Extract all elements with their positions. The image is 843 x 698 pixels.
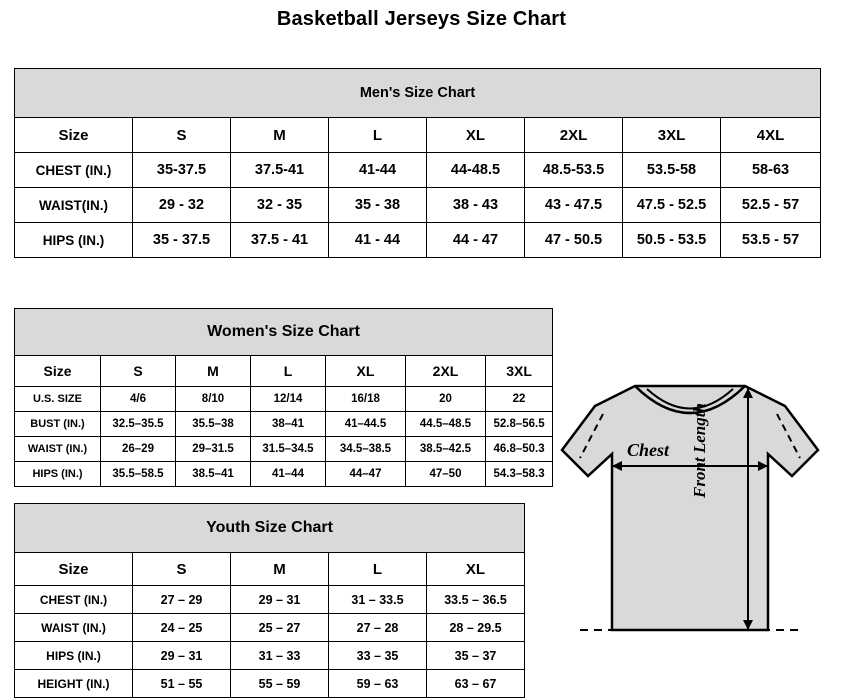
womens-row-label-0: U.S. SIZE: [15, 387, 101, 412]
table-row: [15, 412, 553, 437]
youth-row-label-1: WAIST (IN.): [15, 614, 133, 642]
youth-cell-2-2: 33 – 35: [329, 642, 427, 670]
womens-cell-3-0: 35.5–58.5: [101, 462, 176, 487]
mens-row-label-1: WAIST(IN.): [15, 188, 133, 223]
youth-col-header-2: M: [231, 553, 329, 586]
table-row: [15, 223, 821, 258]
womens-row-label-2: WAIST (IN.): [15, 437, 101, 462]
youth-cell-3-1: 55 – 59: [231, 670, 329, 698]
youth-cell-3-2: 59 – 63: [329, 670, 427, 698]
mens-chart-title-row: [15, 69, 821, 118]
womens-cell-3-4: 47–50: [406, 462, 486, 487]
youth-cell-0-3: 33.5 – 36.5: [427, 586, 525, 614]
mens-col-header-5: 2XL: [525, 118, 623, 153]
table-row: [15, 153, 821, 188]
table-row: [15, 670, 525, 698]
mens-cell-0-1: 37.5-41: [231, 153, 329, 188]
womens-cell-0-0: 4/6: [101, 387, 176, 412]
youth-row-label-0: CHEST (IN.): [15, 586, 133, 614]
mens-cell-2-6: 53.5 - 57: [721, 223, 821, 258]
youth-size-chart-table: [14, 503, 525, 698]
womens-cell-2-4: 38.5–42.5: [406, 437, 486, 462]
mens-cell-0-6: 58-63: [721, 153, 821, 188]
mens-col-header-3: L: [329, 118, 427, 153]
youth-cell-0-1: 29 – 31: [231, 586, 329, 614]
womens-col-header-6: 3XL: [486, 356, 553, 387]
womens-size-chart-table: [14, 308, 553, 487]
mens-cell-0-2: 41-44: [329, 153, 427, 188]
mens-col-header-1: S: [133, 118, 231, 153]
womens-cell-0-4: 20: [406, 387, 486, 412]
table-row: [15, 642, 525, 670]
mens-cell-1-0: 29 - 32: [133, 188, 231, 223]
table-row: [15, 387, 553, 412]
womens-cell-1-1: 35.5–38: [176, 412, 251, 437]
mens-cell-1-3: 38 - 43: [427, 188, 525, 223]
womens-row-label-1: BUST (IN.): [15, 412, 101, 437]
youth-chart-title-row: [15, 504, 525, 553]
womens-cell-2-0: 26–29: [101, 437, 176, 462]
mens-cell-0-0: 35-37.5: [133, 153, 231, 188]
mens-cell-1-5: 47.5 - 52.5: [623, 188, 721, 223]
womens-cell-3-3: 44–47: [326, 462, 406, 487]
youth-col-header-1: S: [133, 553, 231, 586]
table-row: [15, 586, 525, 614]
mens-col-header-6: 3XL: [623, 118, 721, 153]
womens-cell-2-5: 46.8–50.3: [486, 437, 553, 462]
mens-chart-title: Men's Size Chart: [15, 69, 821, 118]
mens-cell-0-3: 44-48.5: [427, 153, 525, 188]
youth-cell-2-3: 35 – 37: [427, 642, 525, 670]
page-title: Basketball Jerseys Size Chart: [276, 8, 567, 30]
mens-header-row: [15, 118, 821, 153]
womens-cell-1-4: 44.5–48.5: [406, 412, 486, 437]
womens-col-header-0: Size: [15, 356, 101, 387]
womens-col-header-2: M: [176, 356, 251, 387]
youth-cell-0-2: 31 – 33.5: [329, 586, 427, 614]
womens-cell-2-2: 31.5–34.5: [251, 437, 326, 462]
womens-col-header-5: 2XL: [406, 356, 486, 387]
womens-row-label-3: HIPS (IN.): [15, 462, 101, 487]
womens-cell-0-5: 22: [486, 387, 553, 412]
youth-cell-3-0: 51 – 55: [133, 670, 231, 698]
womens-cell-3-1: 38.5–41: [176, 462, 251, 487]
mens-row-label-2: HIPS (IN.): [15, 223, 133, 258]
mens-col-header-2: M: [231, 118, 329, 153]
youth-cell-1-2: 27 – 28: [329, 614, 427, 642]
womens-cell-0-3: 16/18: [326, 387, 406, 412]
mens-cell-2-0: 35 - 37.5: [133, 223, 231, 258]
mens-row-label-0: CHEST (IN.): [15, 153, 133, 188]
table-row: [15, 188, 821, 223]
mens-cell-1-6: 52.5 - 57: [721, 188, 821, 223]
womens-cell-1-0: 32.5–35.5: [101, 412, 176, 437]
youth-cell-1-1: 25 – 27: [231, 614, 329, 642]
table-row: [15, 437, 553, 462]
mens-cell-2-1: 37.5 - 41: [231, 223, 329, 258]
womens-cell-1-3: 41–44.5: [326, 412, 406, 437]
front-length-label: Front Length: [690, 403, 709, 498]
mens-col-header-0: Size: [15, 118, 133, 153]
youth-header-row: [15, 553, 525, 586]
chest-label: Chest: [627, 440, 670, 460]
mens-col-header-7: 4XL: [721, 118, 821, 153]
mens-cell-2-4: 47 - 50.5: [525, 223, 623, 258]
youth-col-header-3: L: [329, 553, 427, 586]
mens-col-header-4: XL: [427, 118, 525, 153]
mens-size-chart-table: [14, 68, 821, 258]
womens-cell-2-3: 34.5–38.5: [326, 437, 406, 462]
table-row: [15, 462, 553, 487]
youth-cell-1-0: 24 – 25: [133, 614, 231, 642]
womens-chart-title-row: [15, 309, 553, 356]
youth-cell-1-3: 28 – 29.5: [427, 614, 525, 642]
mens-cell-1-4: 43 - 47.5: [525, 188, 623, 223]
youth-chart-title: Youth Size Chart: [15, 504, 525, 553]
youth-row-label-3: HEIGHT (IN.): [15, 670, 133, 698]
youth-col-header-4: XL: [427, 553, 525, 586]
mens-cell-1-2: 35 - 38: [329, 188, 427, 223]
mens-cell-2-5: 50.5 - 53.5: [623, 223, 721, 258]
womens-col-header-1: S: [101, 356, 176, 387]
womens-col-header-4: XL: [326, 356, 406, 387]
womens-chart-title: Women's Size Chart: [15, 309, 553, 356]
womens-cell-0-1: 8/10: [176, 387, 251, 412]
mens-cell-2-3: 44 - 47: [427, 223, 525, 258]
mens-cell-2-2: 41 - 44: [329, 223, 427, 258]
youth-row-label-2: HIPS (IN.): [15, 642, 133, 670]
womens-cell-2-1: 29–31.5: [176, 437, 251, 462]
womens-cell-1-5: 52.8–56.5: [486, 412, 553, 437]
womens-cell-0-2: 12/14: [251, 387, 326, 412]
womens-col-header-3: L: [251, 356, 326, 387]
youth-cell-2-1: 31 – 33: [231, 642, 329, 670]
youth-col-header-0: Size: [15, 553, 133, 586]
mens-cell-1-1: 32 - 35: [231, 188, 329, 223]
womens-cell-3-2: 41–44: [251, 462, 326, 487]
womens-cell-3-5: 54.3–58.3: [486, 462, 553, 487]
youth-cell-2-0: 29 – 31: [133, 642, 231, 670]
youth-cell-0-0: 27 – 29: [133, 586, 231, 614]
mens-cell-0-5: 53.5-58: [623, 153, 721, 188]
womens-cell-1-2: 38–41: [251, 412, 326, 437]
youth-cell-3-3: 63 – 67: [427, 670, 525, 698]
mens-cell-0-4: 48.5-53.5: [525, 153, 623, 188]
womens-header-row: [15, 356, 553, 387]
table-row: [15, 614, 525, 642]
